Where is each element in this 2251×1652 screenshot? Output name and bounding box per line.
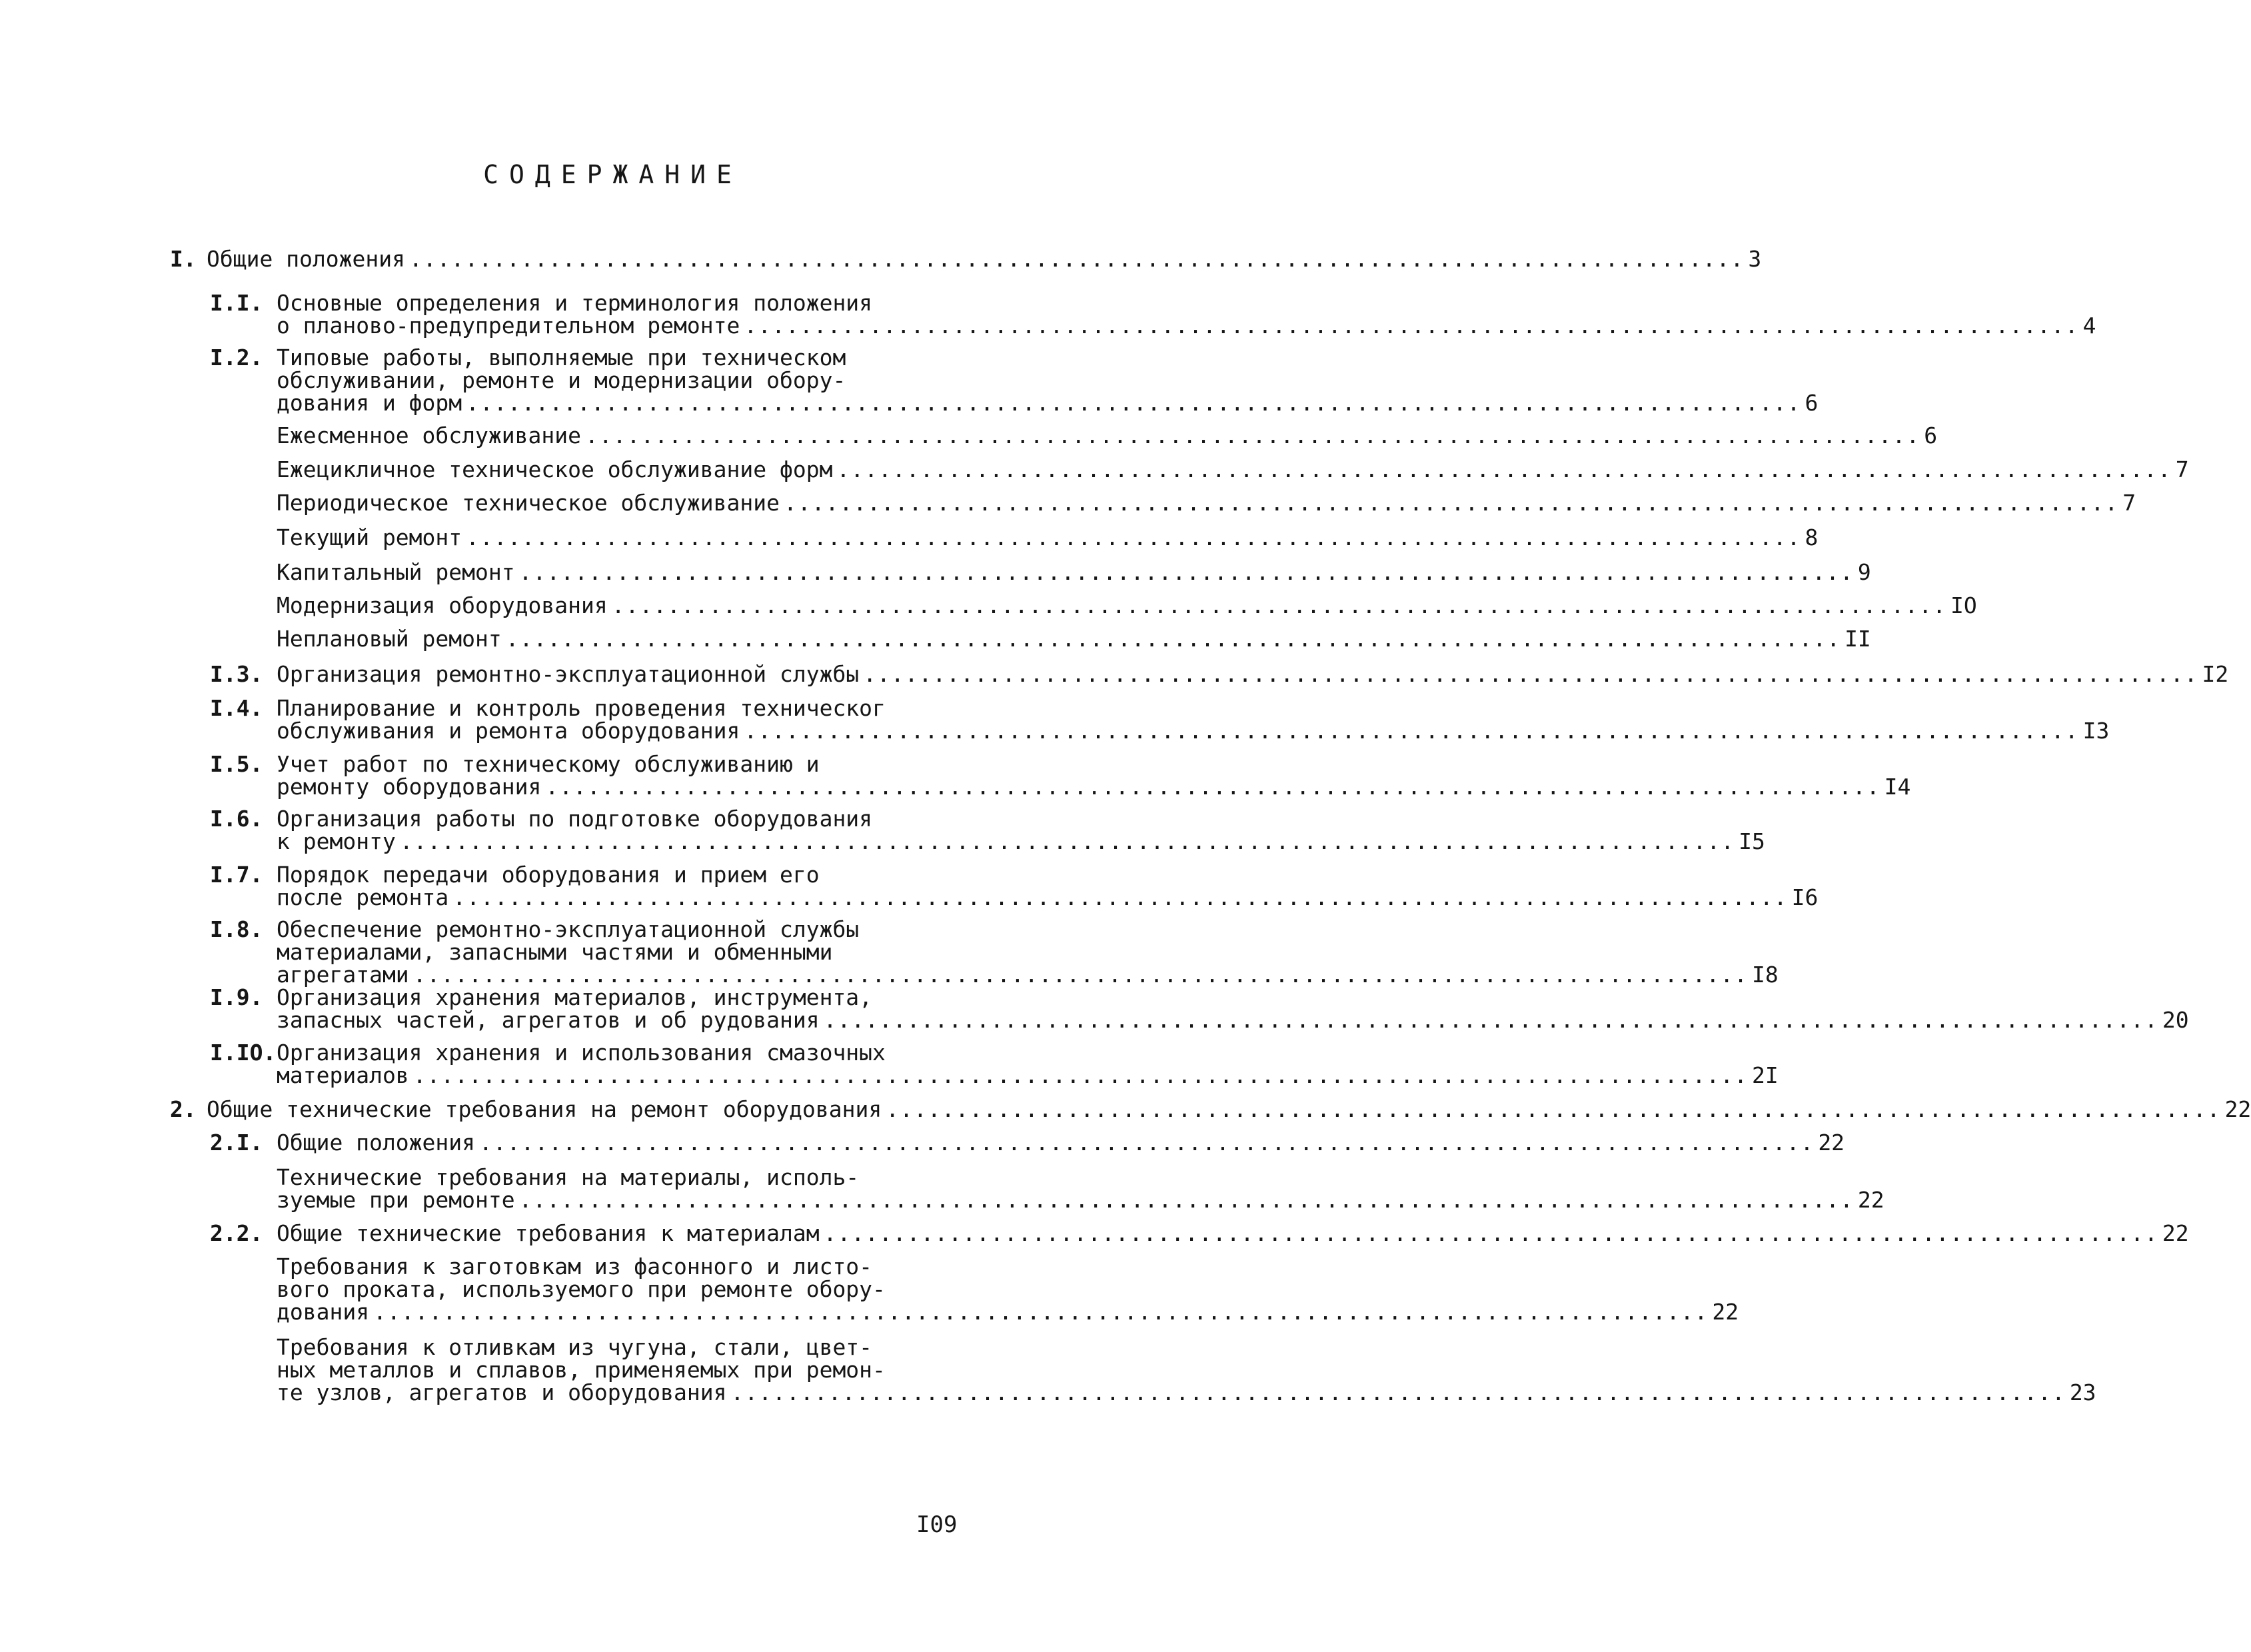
toc-entry-line: Организация ремонтно-эксплуатационной службы [277, 661, 860, 687]
toc-entry-last-line [277, 718, 2110, 744]
toc-entry-last-line [277, 1062, 1779, 1088]
toc-entry-last-line [277, 422, 1938, 448]
toc-entry-number: I.8. [210, 916, 263, 942]
toc-entry-line: Ежецикличное техническое обслуживание форм [277, 456, 833, 482]
toc-entry-text [277, 456, 2189, 482]
toc-page-number: 23 [2069, 1379, 2096, 1405]
toc-entry-text [277, 626, 1871, 652]
dot-leader: ................................................................................................ [518, 1187, 1854, 1213]
toc-page-number: 22 [1857, 1187, 1884, 1213]
toc-entry-last-line [277, 1379, 2096, 1405]
toc-entry-number: 2.2. [210, 1220, 263, 1246]
toc-entry-line: Организация хранения и использования смазочных [277, 1040, 886, 1066]
toc-entry-last-line [277, 1187, 1884, 1213]
toc-entry-line: Общие технические требования на ремонт оборудования [207, 1096, 882, 1122]
toc-page-number: II [1845, 626, 1871, 652]
toc-entry-text [277, 290, 2096, 339]
toc-page-number: I6 [1791, 884, 1819, 910]
toc-page-number: 22 [2162, 1220, 2189, 1246]
toc-page-number: 4 [2082, 313, 2096, 339]
toc-entry-last-line [277, 559, 1871, 585]
toc-entry-line: запасных частей, агрегатов и об рудования [277, 1007, 820, 1033]
toc-entry-line: Основные определения и терминология положения [277, 290, 873, 316]
toc-entry-last-line [277, 1130, 1845, 1156]
toc-page-number: I5 [1739, 828, 1765, 854]
toc-entry-line: зуемые при ремонте [277, 1187, 515, 1213]
toc-entry-text [207, 246, 1762, 272]
toc-entry-number: I.I. [210, 290, 263, 316]
toc-entry-number: 2.I. [210, 1130, 263, 1156]
toc-entry-line: агрегатами [277, 962, 409, 988]
toc-entry-text [277, 806, 1765, 854]
toc-entry-last-line [277, 313, 2096, 339]
toc-entry-line: обслуживании, ремонте и модернизации обору- [277, 367, 846, 393]
toc-entry-text [277, 422, 1938, 448]
toc-entry-last-line [277, 1007, 2189, 1033]
dot-leader: ................................................................................................ [744, 718, 2079, 744]
toc-entry-number: I.IO. [210, 1040, 277, 1066]
toc-page-number: 22 [2224, 1096, 2251, 1122]
toc-page-number: 7 [2175, 456, 2189, 482]
toc-entry-line: Модернизация оборудования [277, 592, 608, 618]
toc-page-number: 2I [1751, 1062, 1779, 1088]
toc-entry-last-line [277, 592, 1977, 618]
toc-entry-number: I.4. [210, 695, 263, 721]
dot-leader: ................................................................................................ [744, 313, 2079, 339]
toc-entry-text [277, 916, 1779, 988]
toc-entry-line: материалов [277, 1062, 409, 1088]
toc-entry-line: Капитальный ремонт [277, 559, 515, 585]
toc-page-number: 7 [2122, 490, 2136, 516]
toc-entry-line: Неплановый ремонт [277, 626, 502, 652]
dot-leader: ................................................................................................ [479, 1130, 1815, 1156]
toc-entry-line: дования [277, 1299, 370, 1325]
toc-entry-number: I.5. [210, 751, 263, 777]
toc-entry-text [277, 1334, 2096, 1405]
toc-page-number: 20 [2162, 1007, 2189, 1033]
toc-entry-text [277, 345, 1819, 416]
toc-entry-line: Типовые работы, выполняемые при техническом [277, 345, 846, 371]
dot-leader: ................................................................................................ [466, 390, 1801, 416]
dot-leader: ................................................................................................ [584, 422, 1920, 448]
toc-entry-line: Требования к заготовкам из фасонного и листо- [277, 1253, 873, 1279]
toc-entry-line: Общие положения [207, 246, 406, 272]
toc-entry-text [277, 490, 2136, 516]
toc-entry-last-line [277, 884, 1819, 910]
toc-page-number: IO [1950, 592, 1977, 618]
dot-leader: ................................................................................................ [399, 828, 1735, 854]
toc-page-number: 22 [1712, 1299, 1739, 1325]
dot-leader: ................................................................................................ [412, 962, 1748, 988]
toc-entry-line: обслуживания и ремонта оборудования [277, 718, 740, 744]
toc-entry-line: вого проката, используемого при ремонте обору- [277, 1276, 886, 1302]
toc-entry-number: I. [170, 246, 197, 272]
toc-entry-text [277, 1040, 1779, 1088]
toc-entry-text [277, 1130, 1845, 1156]
toc-entry-last-line [277, 390, 1819, 416]
toc-entry-line: дования и форм [277, 390, 462, 416]
toc-entry-number: I.2. [210, 345, 263, 371]
toc-entry-line: Периодическое техническое обслуживание [277, 490, 780, 516]
toc-entry-text [277, 1253, 1739, 1325]
dot-leader: ................................................................................................ [863, 661, 2198, 687]
page-title: СОДЕРЖАНИЕ [483, 160, 742, 189]
toc-entry-line: Организация хранения материалов, инструмента, [277, 984, 873, 1010]
toc-entry-last-line [277, 661, 2229, 687]
dot-leader: ................................................................................................ [783, 490, 2119, 516]
dot-leader: ................................................................................................ [836, 456, 2172, 482]
toc-entry-text [277, 695, 2110, 744]
toc-page-number: I3 [2082, 718, 2110, 744]
toc-entry-line: Планирование и контроль проведения техническог [277, 695, 886, 721]
dot-leader: ................................................................................................ [886, 1096, 2221, 1122]
toc-page-number: 22 [1818, 1130, 1845, 1156]
toc-entry-line: Требования к отливкам из чугуна, стали, цвет- [277, 1334, 873, 1360]
toc-entry-last-line [277, 962, 1779, 988]
toc-entry-text [277, 751, 1911, 800]
toc-entry-number: 2. [170, 1096, 197, 1122]
toc-entry-number: I.3. [210, 661, 263, 687]
toc-entry-last-line [277, 626, 1871, 652]
toc-page-number: I4 [1884, 774, 1911, 800]
toc-entry-last-line [277, 828, 1765, 854]
toc-entry-line: Учет работ по техническому обслуживанию и [277, 751, 820, 777]
toc-entry-number: I.6. [210, 806, 263, 832]
toc-entry-line: ных металлов и сплавов, применяемых при ремон- [277, 1357, 886, 1383]
toc-entry-line: Технические требования на материалы, исполь- [277, 1164, 860, 1190]
toc-entry-line: материалами, запасными частями и обменными [277, 939, 833, 965]
dot-leader: ................................................................................................ [409, 246, 1745, 272]
toc-entry-line: Ежесменное обслуживание [277, 422, 581, 448]
toc-entry-line: те узлов, агрегатов и оборудования [277, 1379, 727, 1405]
toc-page-number: 6 [1924, 422, 1938, 448]
toc-page-number: 9 [1857, 559, 1871, 585]
toc-entry-number: I.9. [210, 984, 263, 1010]
toc-entry-line: ремонту оборудования [277, 774, 542, 800]
toc-entry-text [277, 592, 1977, 618]
dot-leader: ................................................................................................ [545, 774, 1880, 800]
dot-leader: ................................................................................................ [730, 1379, 2066, 1405]
dot-leader: ................................................................................................ [452, 884, 1788, 910]
toc-entry-last-line [207, 1096, 2251, 1122]
dot-leader: ................................................................................................ [518, 559, 1854, 585]
dot-leader: ................................................................................................ [505, 626, 1841, 652]
toc-entry-last-line [207, 246, 1762, 272]
toc-entry-number: I.7. [210, 862, 263, 888]
toc-page-number: 3 [1748, 246, 1762, 272]
toc-entry-text [277, 661, 2229, 687]
toc-entry-text [277, 1220, 2189, 1246]
toc-entry-line: Обеспечение ремонтно-эксплуатационной службы [277, 916, 860, 942]
dot-leader: ................................................................................................ [412, 1062, 1748, 1088]
toc-entry-text [277, 524, 1819, 550]
toc-entry-line: Общие технические требования к материалам [277, 1220, 820, 1246]
toc-entry-last-line [277, 456, 2189, 482]
dot-leader: ................................................................................................ [823, 1220, 2158, 1246]
toc-entry-line: к ремонту [277, 828, 396, 854]
toc-entry-line: после ремонта [277, 884, 449, 910]
toc-entry-last-line [277, 490, 2136, 516]
page-number: I09 [916, 1511, 958, 1538]
toc-entry-text [207, 1096, 2251, 1122]
toc-entry-last-line [277, 524, 1819, 550]
toc-entry-line: Общие положения [277, 1130, 476, 1156]
toc-entry-last-line [277, 1220, 2189, 1246]
toc-page-number: 8 [1805, 524, 1819, 550]
toc-entry-line: о планово-предупредительном ремонте [277, 313, 740, 339]
toc-entry-last-line [277, 1299, 1739, 1325]
dot-leader: ................................................................................................ [823, 1007, 2158, 1033]
dot-leader: ................................................................................................ [466, 524, 1801, 550]
dot-leader: ................................................................................................ [611, 592, 1946, 618]
toc-page-number: I8 [1751, 962, 1779, 988]
toc-entry-text [277, 984, 2189, 1033]
toc-entry-line: Порядок передачи оборудования и прием его [277, 862, 820, 888]
toc-entry-line: Организация работы по подготовке оборудования [277, 806, 873, 832]
toc-page-number: I2 [2202, 661, 2229, 687]
toc-page-number: 6 [1805, 390, 1819, 416]
toc-entry-text [277, 559, 1871, 585]
toc-entry-text [277, 1164, 1884, 1213]
dot-leader: ................................................................................................ [373, 1299, 1709, 1325]
toc-entry-line: Текущий ремонт [277, 524, 462, 550]
toc-entry-text [277, 862, 1819, 910]
toc-entry-last-line [277, 774, 1911, 800]
